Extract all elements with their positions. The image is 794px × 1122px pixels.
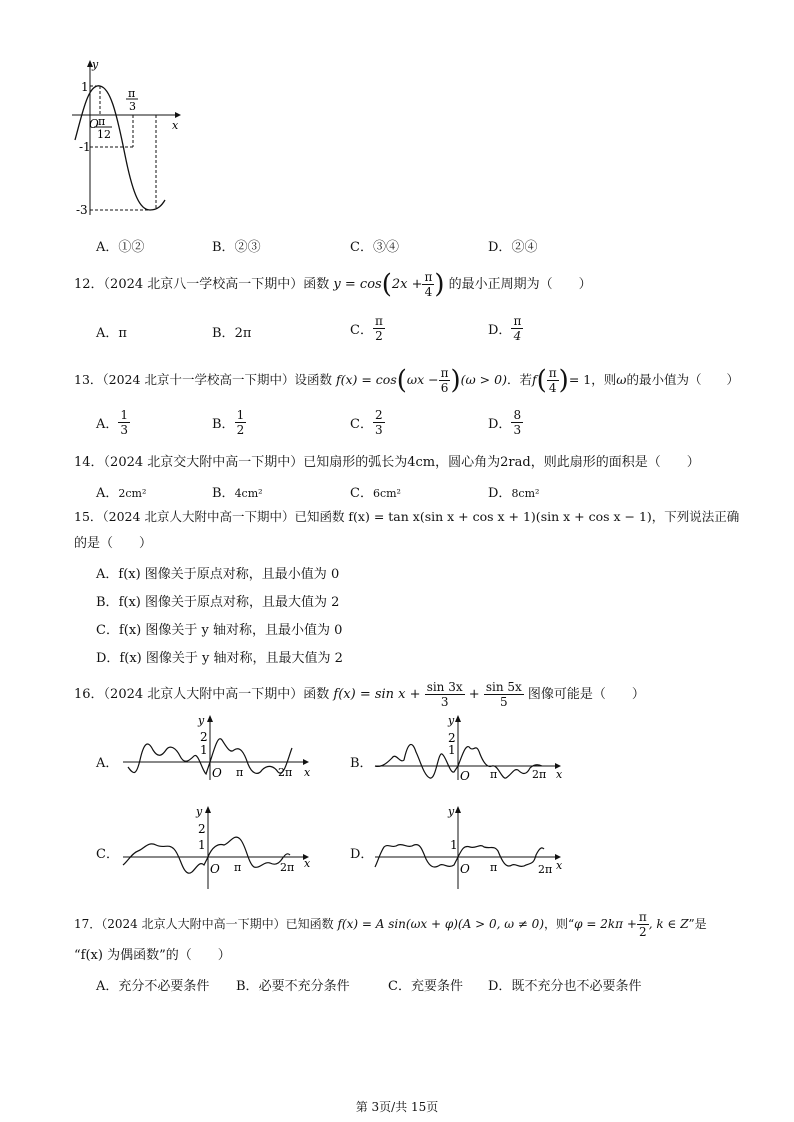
q17-stem-line1: 17．（2024 北京人大附中高一下期中）已知函数 f(x) = A sin(ωx + φ)(A > 0, ω ≠ 0)，则“φ = 2kπ + $\frac{\pi}{2}$ , k ∈ Z”是 <box>74 910 707 939</box>
q16-option-b-label[interactable]: B． <box>350 756 373 771</box>
svg-text:x: x <box>304 766 311 779</box>
q12-option-d[interactable]: D． $\frac{\pi}{4}$ <box>488 314 522 343</box>
q13-option-b[interactable]: B． $\frac{1}{2}$ <box>212 408 245 437</box>
q16-option-a-label[interactable]: A． <box>96 756 119 771</box>
q13-option-d[interactable]: D． $\frac{8}{3}$ <box>488 408 522 437</box>
svg-text:π: π <box>490 768 498 781</box>
q15-option-a[interactable]: A．f(x) 图像关于原点对称，且最小值为 0 <box>96 567 340 582</box>
svg-text:2: 2 <box>198 822 206 836</box>
q16-stem: 16．（2024 北京人大附中高一下期中）函数 f(x) = sin x + $\frac{\sin 3x}{3}$ + $\frac{\sin 5x}{5}$ 图像可能是（ ） <box>74 680 645 709</box>
svg-text:O: O <box>460 769 470 782</box>
q17-option-b[interactable]: B．必要不充分条件 <box>236 979 350 994</box>
svg-text:2π: 2π <box>278 766 293 779</box>
svg-text:1: 1 <box>200 743 208 757</box>
svg-text:2π: 2π <box>532 768 547 781</box>
q16-option-c-label[interactable]: C． <box>96 847 119 862</box>
svg-text:x: x <box>556 859 563 872</box>
q17-stem-line2: “f(x) 为偶函数”的（ ） <box>74 948 231 963</box>
tick-neg1: -1 <box>79 140 91 154</box>
tick-pi12-num: π <box>98 115 106 128</box>
origin-label: O <box>89 117 99 131</box>
x-axis-arrow <box>175 112 181 118</box>
q14-option-c[interactable]: C．6cm² <box>350 486 401 501</box>
q11-option-c[interactable]: C．③④ <box>350 240 399 255</box>
q12-stem: 12．（2024 北京八一学校高一下期中）函数 y = cos(2x + $\frac{\pi}{4}$ ) 的最小正周期为（ ） <box>74 269 592 300</box>
svg-text:π: π <box>236 766 244 779</box>
q15-option-d[interactable]: D．f(x) 图像关于 y 轴对称，且最大值为 2 <box>96 651 343 666</box>
q12-option-c[interactable]: C． $\frac{\pi}{2}$ <box>350 314 383 343</box>
svg-text:O: O <box>212 766 222 780</box>
tick-pi3-num: π <box>128 87 136 100</box>
q13-stem: 13．（2024 北京十一学校高一下期中）设函数 f(x) = cos(ωx − $\frac{\pi}{6}$ )(ω > 0)．若f( $\frac{\pi}{4}$ )= 1，则ω的最小值为（ ） <box>74 365 739 396</box>
q15-stem-line2: 的是（ ） <box>74 536 153 551</box>
q12-option-b[interactable]: B．2π <box>212 326 252 341</box>
q16-graph-a[interactable] <box>118 712 318 782</box>
tick-1: 1 <box>81 80 89 94</box>
svg-text:2: 2 <box>200 730 208 744</box>
svg-text:π: π <box>234 861 242 874</box>
q11-option-d[interactable]: D．②④ <box>488 240 538 255</box>
q15-stem-line1: 15．（2024 北京人大附中高一下期中）已知函数 f(x) = tan x(sin x + cos x + 1)(sin x + cos x − 1)，下列说法正确 <box>74 509 740 524</box>
q16-option-d-label[interactable]: D． <box>350 847 374 862</box>
q17-option-c[interactable]: C．充要条件 <box>388 979 463 994</box>
svg-text:O: O <box>460 862 470 876</box>
svg-text:2: 2 <box>448 731 456 745</box>
svg-text:y: y <box>196 805 203 818</box>
x-label: x <box>172 119 179 132</box>
tick-pi12-den: 12 <box>97 128 111 141</box>
q15-option-c[interactable]: C．f(x) 图像关于 y 轴对称，且最小值为 0 <box>96 623 343 638</box>
q14-stem: 14．（2024 北京交大附中高一下期中）已知扇形的弧长为4cm，圆心角为2rad，则此扇形的面积是（ ） <box>74 455 700 470</box>
q17-option-a[interactable]: A．充分不必要条件 <box>96 979 210 994</box>
svg-text:2π: 2π <box>280 861 295 874</box>
y-label: y <box>92 58 99 71</box>
q15-option-b[interactable]: B．f(x) 图像关于原点对称，且最大值为 2 <box>96 595 340 610</box>
svg-text:y: y <box>198 714 205 727</box>
q16-graph-b[interactable] <box>370 712 570 782</box>
q11-option-b[interactable]: B．②③ <box>212 240 261 255</box>
q13-option-a[interactable]: A． $\frac{1}{3}$ <box>96 408 129 437</box>
svg-text:1: 1 <box>448 743 456 757</box>
page-footer: 第 3页/共 15页 <box>355 1100 439 1114</box>
svg-text:y: y <box>448 805 455 818</box>
q12-option-a[interactable]: A．π <box>96 326 127 341</box>
sine-graph-figure <box>70 55 190 220</box>
svg-text:π: π <box>490 861 498 874</box>
tick-pi3-den: 3 <box>129 100 136 113</box>
q16-graph-c[interactable] <box>118 803 318 893</box>
svg-text:1: 1 <box>450 838 458 852</box>
svg-text:1: 1 <box>198 838 206 852</box>
q14-option-b[interactable]: B．4cm² <box>212 486 263 501</box>
q13-option-c[interactable]: C． $\frac{2}{3}$ <box>350 408 383 437</box>
svg-text:x: x <box>304 857 311 870</box>
svg-text:O: O <box>210 862 220 876</box>
q14-option-a[interactable]: A．2cm² <box>96 486 147 501</box>
svg-text:2π: 2π <box>538 863 553 876</box>
q11-option-a[interactable]: A．①② <box>96 240 145 255</box>
q14-option-d[interactable]: D．8cm² <box>488 486 540 501</box>
svg-text:x: x <box>556 768 563 781</box>
q16-graph-d[interactable] <box>370 803 570 893</box>
svg-text:y: y <box>448 714 455 727</box>
q17-option-d[interactable]: D．既不充分也不必要条件 <box>488 979 642 994</box>
tick-neg3: -3 <box>76 203 88 217</box>
